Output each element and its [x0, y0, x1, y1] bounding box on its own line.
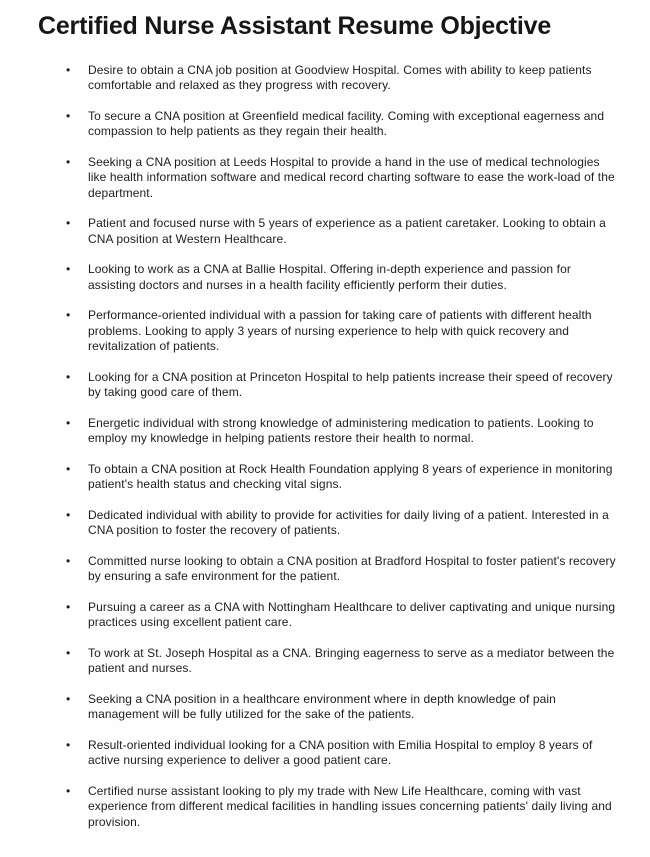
bullet-item: • Committed nurse looking to obtain a CNA position at Bradford Hospital to foster patient's recovery by ensuring a safe environment for the patient. — [88, 554, 620, 585]
page-title: Certified Nurse Assistant Resume Objective — [38, 12, 552, 40]
bullet-item: • Certified nurse assistant looking to ply my trade with New Life Healthcare, coming with vast experience from different medical facilities in handling issues concerning patients' daily living and provision. — [88, 784, 620, 831]
objective-list — [38, 63, 620, 831]
bullet-item: • Pursuing a career as a CNA with Nottingham Healthcare to deliver captivating and unique nursing practices using excellent patient care. — [88, 600, 620, 631]
bullet-item: • Performance-oriented individual with a passion for taking care of patients with different health problems. Looking to apply 3 years of nursing experience to help with quick recovery and revitalization of patients. — [88, 308, 620, 355]
bullet-item: • Desire to obtain a CNA job position at Goodview Hospital. Comes with ability to keep patients comfortable and relaxed as they progress with recovery. — [88, 63, 620, 94]
bullet-item: • To work at St. Joseph Hospital as a CNA. Bringing eagerness to serve as a mediator between the patient and nurses. — [88, 646, 620, 677]
bullet-item: • Result-oriented individual looking for a CNA position with Emilia Hospital to employ 8 years of active nursing experience to deliver a good patient care. — [88, 738, 620, 769]
bullet-item: • Energetic individual with strong knowledge of administering medication to patients. Looking to employ my knowledge in helping patients restore their health to normal. — [88, 416, 620, 447]
bullet-item: • To obtain a CNA position at Rock Health Foundation applying 8 years of experience in monitoring patient's health status and checking vital signs. — [88, 462, 620, 493]
bullet-item: • Seeking a CNA position at Leeds Hospital to provide a hand in the use of medical technologies like health information software and medical record charting software to ease the work-load of the department. — [88, 155, 620, 202]
bullet-item: • Dedicated individual with ability to provide for activities for daily living of a patient. Interested in a CNA position to foster the recovery of patients. — [88, 508, 620, 539]
bullet-item: • Looking to work as a CNA at Ballie Hospital. Offering in-depth experience and passion for assisting doctors and nurses in a health facility efficiently perform their duties. — [88, 262, 620, 293]
bullet-item: • Seeking a CNA position in a healthcare environment where in depth knowledge of pain management will be fully utilized for the sake of the patients. — [88, 692, 620, 723]
bullet-item: • Patient and focused nurse with 5 years of experience as a patient caretaker. Looking to obtain a CNA position at Western Healthcare. — [88, 216, 620, 247]
bullet-item: • To secure a CNA position at Greenfield medical facility. Coming with exceptional eagerness and compassion to help patients as they regain their health. — [88, 109, 620, 140]
bullet-item: • Looking for a CNA position at Princeton Hospital to help patients increase their speed of recovery by taking good care of them. — [88, 370, 620, 401]
